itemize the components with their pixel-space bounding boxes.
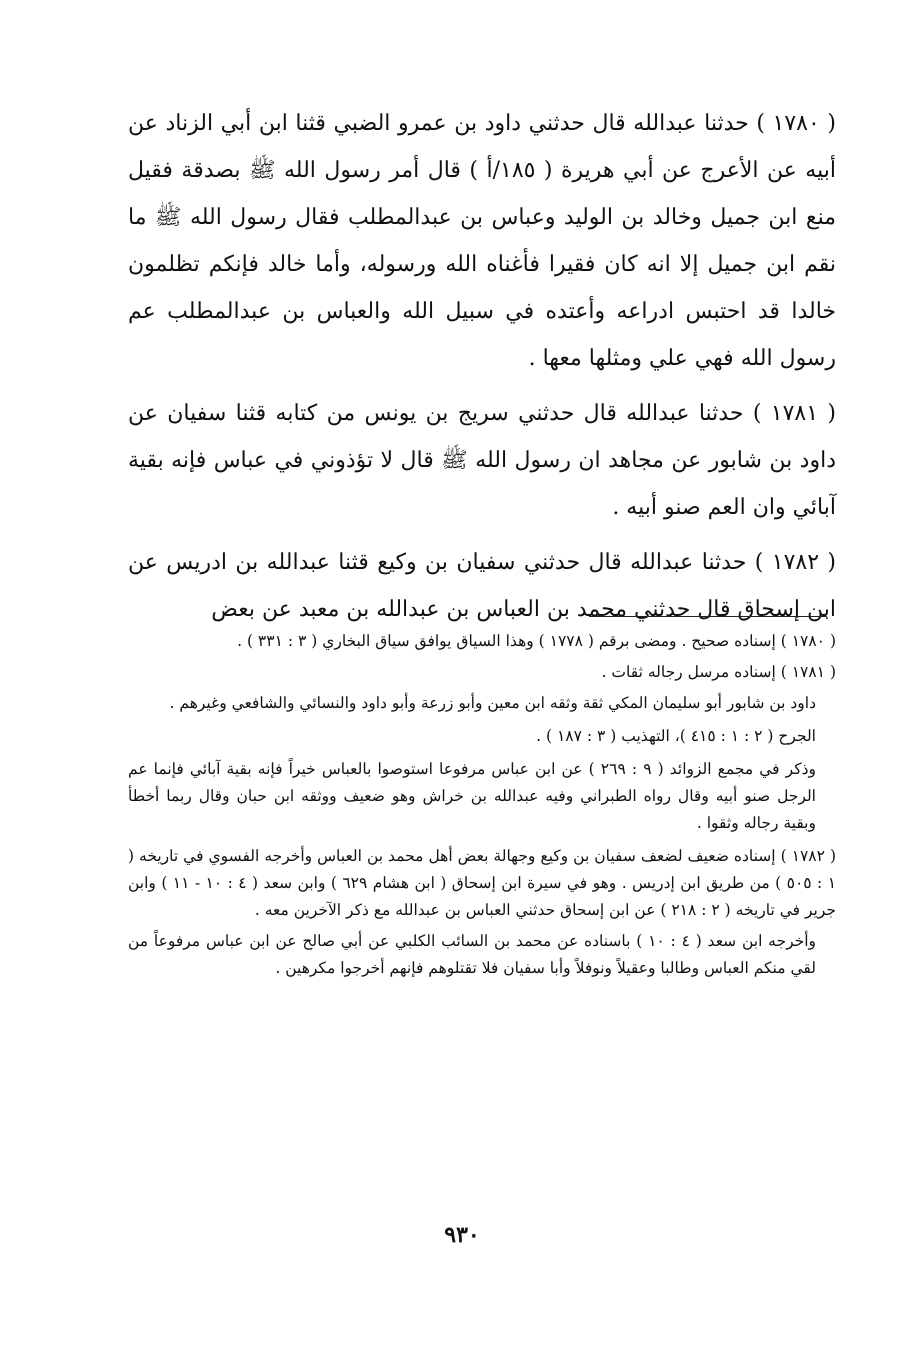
hadith-number: ( ١٧٨٠ ) [756,111,837,136]
hadith-text: حدثنا عبدالله قال حدثني سفيان بن وكيع قثنا عبدالله بن ادريس عن ابن إسحاق قال حدثني محمد بن العباس بن عبدالله بن معبد عن بعض [128,550,836,622]
hadith-1782 [128,539,836,633]
footnote-1781-narrator: داود بن شابور أبو سليمان المكي ثقة وثقه ابن معين وأبو زرعة وأبو داود والنسائي والشافعي وغيرهم . [169,694,816,712]
footnote-1780: ( ١٧٨٠ ) إسناده صحيح . ومضى برقم ( ١٧٧٨ ) وهذا السياق يوافق سياق البخاري ( ٣ : ٣٣١ ) . [237,632,836,650]
hadith-text: حدثنا عبدالله قال حدثني داود بن عمرو الضبي قثنا ابن أبي الزناد عن أبيه عن الأعرج عن أبي هريرة ( ١٨٥/أ ) قال أمر رسول الله ﷺ بصدقة فقيل منع ابن جميل وخالد بن الوليد وعباس بن عبدالمطلب فقال رسول الله ﷺ ما نقم ابن جميل إلا انه كان فقيرا فأغناه الله ورسوله، وأما خالد فإنكم تظلمون خالدا قد احتبس ادراعه وأعتده في سبيل الله والعباس بن عبدالمطلب عم رسول الله فهي علي ومثلها معها . [128,111,836,371]
footnote-1782: ( ١٧٨٢ ) إسناده ضعيف لضعف سفيان بن وكيع وجهالة بعض أهل محمد بن العباس وأخرجه الفسوي في تاريخه ( ١ : ٥٠٥ ) من طريق ابن إدريس . وهو في سيرة ابن إسحاق ( ابن هشام ٦٢٩ ) وابن سعد ( ٤ : ١٠ - ١١ ) وابن جرير في تاريخه ( ٢ : ٢١٨ ) عن ابن إسحاق حدثني العباس بن عبدالله مع ذكر الآخرين معه . [128,847,837,919]
footnote-1781-zawaid: وذكر في مجمع الزوائد ( ٩ : ٢٦٩ ) عن ابن عباس مرفوعا استوصوا بالعباس خيراً فإنه بقية آبائي فإنما عم الرجل صنو أبيه وقال رواه الطبراني وفيه عبدالله بن خراش وهو ضعيف ووثقه ابن حبان وقال ربما أخطأ وبقية رجاله وثقوا . [128,760,816,832]
main-text [128,100,836,641]
footnote-1781: ( ١٧٨١ ) إسناده مرسل رجاله ثقات . [601,663,836,681]
footnote-1782-ibn-saad: وأخرجه ابن سعد ( ٤ : ١٠ ) باسناده عن محمد بن السائب الكلبي عن أبي صالح عن ابن عباس مرفوعاً من لقي منكم العباس وطالبا وعقيلاً ونوفلاً وأبا سفيان فلا تقتلوهم فإنهم أخرجوا مكرهين . [128,932,816,977]
hadith-number: ( ١٧٨١ ) [752,401,836,426]
hadith-1780 [128,100,836,382]
hadith-1781 [128,390,836,531]
footnotes [128,628,836,988]
page-number: ٩٣٠ [444,1222,480,1248]
footnote-divider [589,616,827,617]
hadith-text: حدثنا عبدالله قال حدثني سريج بن يونس من كتابه قثنا سفيان عن داود بن شابور عن مجاهد ان رسول الله ﷺ قال لا تؤذوني في عباس فإنه بقية آبائي وان العم صنو أبيه . [128,401,836,520]
footnote-1781-references: الجرح ( ٢ : ١ : ٤١٥ )، التهذيب ( ٣ : ١٨٧ ) . [536,727,816,745]
hadith-number: ( ١٧٨٢ ) [754,550,837,575]
